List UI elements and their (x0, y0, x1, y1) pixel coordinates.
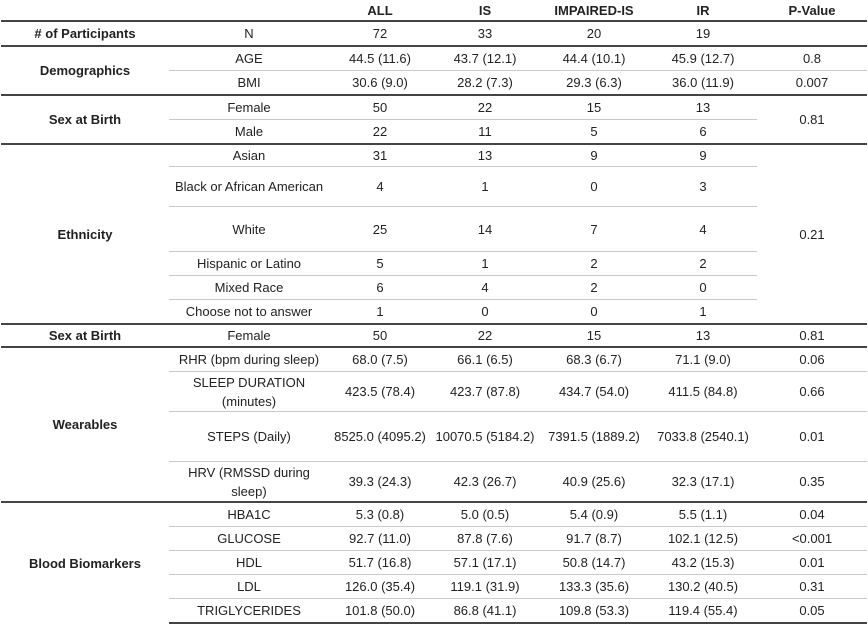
cell-p-value: 0.21 (757, 144, 867, 324)
row-label: LDL (169, 575, 329, 599)
cell-all: 72 (329, 21, 431, 46)
row-label: Asian (169, 144, 329, 167)
cell-all: 1 (329, 300, 431, 325)
cell-p-value: 0.81 (757, 95, 867, 144)
category-label: Sex at Birth (1, 324, 169, 347)
category-label: Blood Biomarkers (1, 502, 169, 623)
cell-impaired-is: 0 (539, 300, 649, 325)
category-label: Demographics (1, 46, 169, 95)
cell-ir: 13 (649, 95, 757, 120)
cell-all: 50 (329, 95, 431, 120)
cell-is: 5.0 (0.5) (431, 502, 539, 527)
cell-is: 22 (431, 95, 539, 120)
cell-all: 92.7 (11.0) (329, 527, 431, 551)
category-label: Sex at Birth (1, 95, 169, 144)
cell-impaired-is: 44.4 (10.1) (539, 46, 649, 71)
cell-impaired-is: 20 (539, 21, 649, 46)
cell-ir: 130.2 (40.5) (649, 575, 757, 599)
row-label: HRV (RMSSD during sleep) (169, 462, 329, 503)
cell-ir: 7033.8 (2540.1) (649, 412, 757, 462)
cell-all: 6 (329, 276, 431, 300)
header-is: IS (478, 2, 492, 18)
cell-impaired-is: 133.3 (35.6) (539, 575, 649, 599)
cell-impaired-is: 9 (539, 144, 649, 167)
table-row (1, 144, 867, 167)
category-label: Ethnicity (1, 144, 169, 324)
cell-all: 22 (329, 120, 431, 145)
cell-all: 5 (329, 252, 431, 276)
table-row (1, 46, 867, 71)
cell-is: 119.1 (31.9) (431, 575, 539, 599)
header-variable (169, 0, 329, 21)
cell-p-value: 0.05 (757, 599, 867, 624)
row-label: GLUCOSE (169, 527, 329, 551)
row-label: STEPS (Daily) (169, 412, 329, 462)
participant-characteristics-table (1, 0, 867, 624)
cell-impaired-is: 5.4 (0.9) (539, 502, 649, 527)
cell-impaired-is: 50.8 (14.7) (539, 551, 649, 575)
cell-p-value: 0.8 (757, 46, 867, 71)
cell-impaired-is: 40.9 (25.6) (539, 462, 649, 503)
cell-impaired-is: 7 (539, 207, 649, 252)
header-ir: IR (696, 2, 710, 18)
cell-impaired-is: 7391.5 (1889.2) (539, 412, 649, 462)
cell-is: 42.3 (26.7) (431, 462, 539, 503)
row-label: Hispanic or Latino (169, 252, 329, 276)
cell-impaired-is: 434.7 (54.0) (539, 372, 649, 412)
row-label: Female (169, 95, 329, 120)
cell-is: 0 (431, 300, 539, 325)
header-row (1, 0, 867, 21)
cell-is: 86.8 (41.1) (431, 599, 539, 624)
cell-ir: 4 (649, 207, 757, 252)
cell-all: 39.3 (24.3) (329, 462, 431, 503)
cell-ir: 45.9 (12.7) (649, 46, 757, 71)
cell-impaired-is: 0 (539, 167, 649, 207)
table-row (1, 347, 867, 372)
cell-impaired-is: 2 (539, 276, 649, 300)
cell-p-value: 0.06 (757, 347, 867, 372)
row-label: Choose not to answer (169, 300, 329, 325)
row-label: RHR (bpm during sleep) (169, 347, 329, 372)
cell-ir: 102.1 (12.5) (649, 527, 757, 551)
cell-all: 423.5 (78.4) (329, 372, 431, 412)
row-label: TRIGLYCERIDES (169, 599, 329, 624)
cell-ir: 43.2 (15.3) (649, 551, 757, 575)
row-label: Female (169, 324, 329, 347)
cell-p-value: 0.007 (757, 71, 867, 96)
cell-all: 31 (329, 144, 431, 167)
cell-ir: 3 (649, 167, 757, 207)
cell-all: 51.7 (16.8) (329, 551, 431, 575)
cell-is: 1 (431, 252, 539, 276)
cell-ir: 0 (649, 276, 757, 300)
table-row (1, 21, 867, 46)
cell-p-value: 0.35 (757, 462, 867, 503)
cell-p-value: 0.01 (757, 551, 867, 575)
cell-impaired-is: 2 (539, 252, 649, 276)
cell-p-value: <0.001 (757, 527, 867, 551)
cell-impaired-is: 91.7 (8.7) (539, 527, 649, 551)
cell-ir: 13 (649, 324, 757, 347)
cell-ir: 19 (649, 21, 757, 46)
cell-is: 22 (431, 324, 539, 347)
cell-is: 14 (431, 207, 539, 252)
cell-all: 126.0 (35.4) (329, 575, 431, 599)
cell-is: 33 (431, 21, 539, 46)
cell-impaired-is: 5 (539, 120, 649, 145)
cell-impaired-is: 68.3 (6.7) (539, 347, 649, 372)
cell-is: 11 (431, 120, 539, 145)
cell-impaired-is: 15 (539, 95, 649, 120)
row-label: SLEEP DURATION (minutes) (169, 372, 329, 412)
cell-is: 28.2 (7.3) (431, 71, 539, 96)
cell-impaired-is: 29.3 (6.3) (539, 71, 649, 96)
cell-all: 8525.0 (4095.2) (329, 412, 431, 462)
cell-p-value: 0.01 (757, 412, 867, 462)
cell-ir: 32.3 (17.1) (649, 462, 757, 503)
cell-all: 4 (329, 167, 431, 207)
cell-p-value: 0.81 (757, 324, 867, 347)
cell-is: 87.8 (7.6) (431, 527, 539, 551)
category-label: # of Participants (1, 21, 169, 46)
row-label: HDL (169, 551, 329, 575)
header-impaired-is: IMPAIRED-IS (554, 2, 634, 18)
cell-ir: 1 (649, 300, 757, 325)
cell-is: 10070.5 (5184.2) (431, 412, 539, 462)
cell-impaired-is: 109.8 (53.3) (539, 599, 649, 624)
cell-all: 30.6 (9.0) (329, 71, 431, 96)
cell-is: 4 (431, 276, 539, 300)
cell-p-value: 0.31 (757, 575, 867, 599)
row-label: HBA1C (169, 502, 329, 527)
cell-all: 44.5 (11.6) (329, 46, 431, 71)
cell-p-value: 0.66 (757, 372, 867, 412)
row-label: BMI (169, 71, 329, 96)
row-label: AGE (169, 46, 329, 71)
header-all: ALL (367, 2, 393, 18)
category-label: Wearables (1, 347, 169, 502)
cell-all: 68.0 (7.5) (329, 347, 431, 372)
cell-ir: 5.5 (1.1) (649, 502, 757, 527)
cell-all: 50 (329, 324, 431, 347)
cell-is: 1 (431, 167, 539, 207)
cell-is: 13 (431, 144, 539, 167)
row-label: Male (169, 120, 329, 145)
row-label: White (169, 207, 329, 252)
cell-p-value (757, 21, 867, 46)
cell-ir: 2 (649, 252, 757, 276)
cell-ir: 71.1 (9.0) (649, 347, 757, 372)
cell-all: 101.8 (50.0) (329, 599, 431, 624)
cell-is: 423.7 (87.8) (431, 372, 539, 412)
cell-all: 5.3 (0.8) (329, 502, 431, 527)
cell-is: 57.1 (17.1) (431, 551, 539, 575)
table-row (1, 324, 867, 347)
row-label: N (169, 21, 329, 46)
cell-p-value: 0.04 (757, 502, 867, 527)
cell-is: 66.1 (6.5) (431, 347, 539, 372)
cell-ir: 411.5 (84.8) (649, 372, 757, 412)
cell-ir: 6 (649, 120, 757, 145)
cell-ir: 9 (649, 144, 757, 167)
row-label: Black or African American (169, 167, 329, 207)
cell-impaired-is: 15 (539, 324, 649, 347)
cell-ir: 36.0 (11.9) (649, 71, 757, 96)
row-label: Mixed Race (169, 276, 329, 300)
header-p-value: P-Value (788, 2, 836, 18)
cell-all: 25 (329, 207, 431, 252)
header-category (1, 0, 169, 21)
table-row (1, 95, 867, 120)
table-row (1, 502, 867, 527)
cell-ir: 119.4 (55.4) (649, 599, 757, 624)
cell-is: 43.7 (12.1) (431, 46, 539, 71)
